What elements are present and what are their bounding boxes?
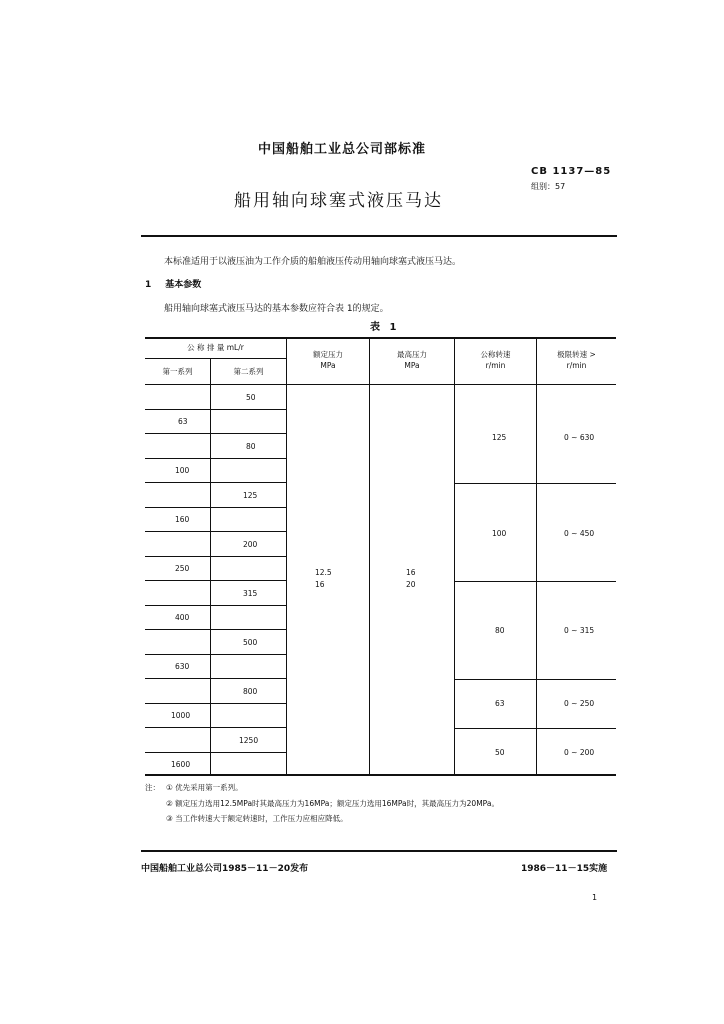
limit-speed-value: 0 ~ 630 [564, 433, 595, 442]
rated-pressure-unit: MPa [320, 361, 336, 370]
issuing-organization: 中国船舶工业总公司部标准 [258, 142, 427, 157]
parameter-table [145, 337, 616, 776]
limit-speed-value: 0 ~ 450 [564, 529, 595, 538]
limit-speed-value: 0 ~ 250 [564, 699, 595, 708]
section-heading [145, 277, 215, 290]
issue-date: 中国船舶工业总公司1985－11－20发布 [141, 864, 309, 874]
max-pressure-value: 20 [406, 580, 416, 589]
note-3: ③ 当工作转速大于额定转速时，工作压力应相应降低。 [166, 814, 348, 823]
speed-value: 63 [495, 699, 505, 708]
intro-paragraph: 船用轴向球塞式液压马达的基本参数应符合表 1的规定。 [164, 304, 389, 314]
series1-value: 100 [175, 466, 190, 475]
speed-value: 125 [492, 433, 507, 442]
row-line [145, 629, 286, 630]
speed-group-line [454, 679, 616, 680]
limit-speed-header [537, 349, 616, 371]
speed-column-divider [454, 337, 455, 774]
note-1: ① 优先采用第一系列。 [166, 783, 243, 792]
scope-paragraph: 本标准适用于以液压油为工作介质的船舶液压传动用轴向球塞式液压马达。 [164, 257, 462, 267]
series2-value: 50 [246, 393, 256, 402]
limit-speed-unit: r/min [566, 361, 587, 370]
group-classification [531, 181, 565, 192]
speed-value: 50 [495, 748, 505, 757]
max-pressure-column-divider [369, 337, 370, 774]
table-top-border [145, 337, 616, 339]
speed-group-line [454, 483, 616, 484]
series2-value: 125 [243, 491, 258, 500]
series2-header: 第二系列 [233, 367, 264, 376]
series1-value: 160 [175, 515, 190, 524]
row-line [145, 482, 286, 483]
rated-pressure-value: 12.5 [315, 568, 332, 577]
note-2: ② 额定压力选用12.5MPa时其最高压力为16MPa；额定压力选用16MPa时，其最高压力为20MPa。 [166, 799, 499, 808]
speed-header [455, 349, 536, 371]
speed-value: 100 [492, 529, 507, 538]
row-line [145, 556, 286, 557]
series2-value: 500 [243, 638, 258, 647]
row-line [145, 580, 286, 581]
document-title: 船用轴向球塞式液压马达 [234, 191, 443, 211]
row-line [145, 409, 286, 410]
series1-value: 1600 [171, 760, 191, 769]
rated-pressure-header [287, 349, 369, 371]
row-line [145, 752, 286, 753]
displacement-header: 公 称 排 量 mL/r [187, 343, 244, 352]
subheader-divider [145, 358, 286, 359]
limit-speed-value: 0 ~ 200 [564, 748, 595, 757]
table-bottom-border [145, 774, 616, 776]
speed-group-line [454, 728, 616, 729]
group-label: 组别： [531, 182, 555, 191]
rated-pressure-column-divider [286, 337, 287, 774]
series1-value: 1000 [171, 711, 191, 720]
row-line [145, 727, 286, 728]
series2-value: 200 [243, 540, 258, 549]
limit-speed-label: 极限转速 > [557, 350, 596, 359]
header-divider [145, 384, 616, 385]
max-pressure-unit: MPa [404, 361, 420, 370]
rated-pressure-value: 16 [315, 580, 325, 589]
header-rule [141, 235, 617, 237]
series1-value: 250 [175, 564, 190, 573]
page-number: 1 [592, 893, 598, 902]
row-line [145, 678, 286, 679]
note-label: 注： [145, 783, 160, 792]
max-pressure-header [370, 349, 454, 371]
series1-value: 400 [175, 613, 190, 622]
speed-label: 公称转速 [480, 350, 511, 359]
row-line [145, 507, 286, 508]
series1-value: 630 [175, 662, 190, 671]
row-line [145, 703, 286, 704]
speed-unit: r/min [485, 361, 506, 370]
series1-value: 63 [178, 417, 188, 426]
row-line [145, 433, 286, 434]
series2-value: 315 [243, 589, 258, 598]
series2-value: 1250 [239, 736, 259, 745]
section-number: 1 [145, 280, 152, 290]
series1-header: 第一系列 [162, 367, 193, 376]
rated-pressure-label: 额定压力 [313, 350, 343, 359]
speed-group-line [454, 581, 616, 582]
group-value: 57 [555, 182, 566, 191]
series-column-divider [210, 358, 211, 774]
max-pressure-value: 16 [406, 568, 416, 577]
limit-speed-value: 0 ~ 315 [564, 626, 595, 635]
row-line [145, 654, 286, 655]
section-title: 基本参数 [165, 280, 202, 290]
row-line [145, 458, 286, 459]
table-caption: 表 1 [370, 322, 400, 333]
speed-value: 80 [495, 626, 505, 635]
row-line [145, 605, 286, 606]
series2-value: 800 [243, 687, 258, 696]
limit-speed-column-divider [536, 337, 537, 774]
footer-rule [141, 850, 617, 852]
series2-value: 80 [246, 442, 256, 451]
effective-date: 1986－11－15实施 [521, 864, 608, 874]
document-number: CB 1137—85 [531, 166, 612, 177]
max-pressure-label: 最高压力 [397, 350, 427, 359]
row-line [145, 531, 286, 532]
